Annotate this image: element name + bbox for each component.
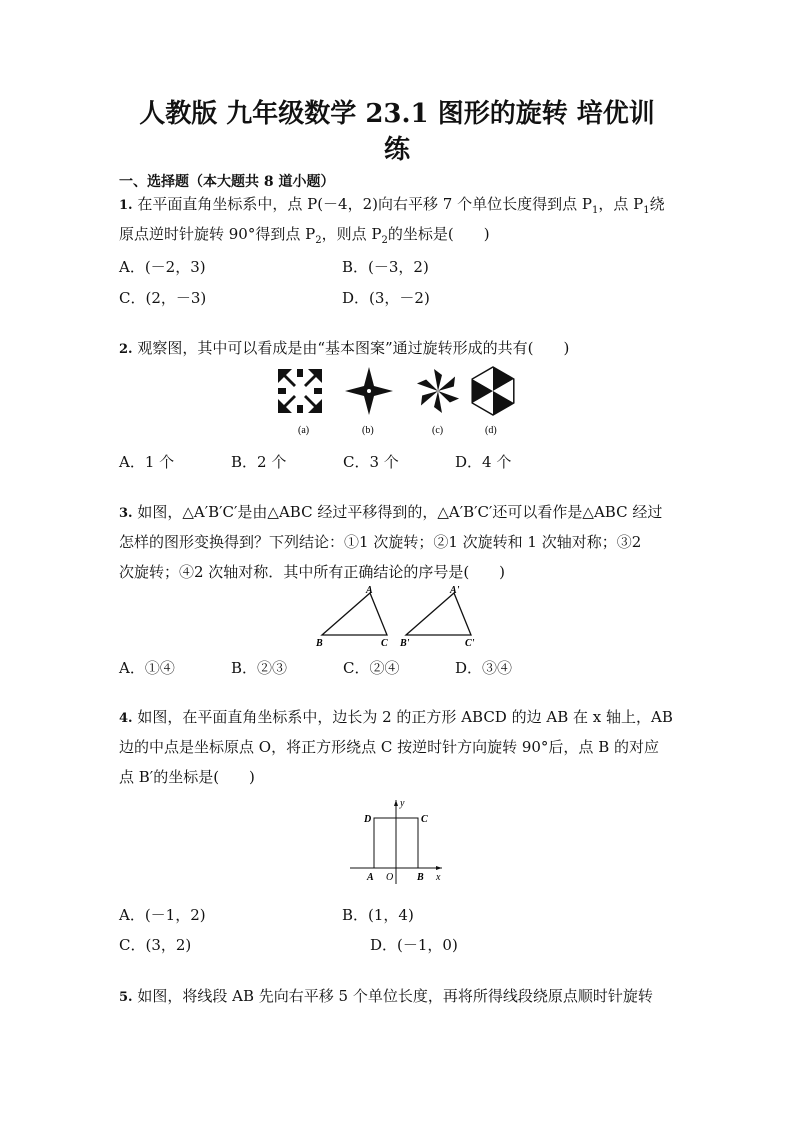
q1-sub: 2 — [315, 235, 322, 246]
label-a-prime: A' — [450, 585, 460, 596]
q1-number: 1. — [119, 198, 133, 213]
q4-square-figure — [346, 796, 450, 886]
q1-text: 原点逆时针旋转 90°得到点 P — [119, 225, 316, 243]
q1-option-a[interactable]: A．(－2，3) — [119, 258, 206, 276]
q3-text: 如图，△A′B′C′是由△ABC 经过平移得到的，△A′B′C′还可以看作是△ABC 经过 — [132, 503, 663, 521]
q2-figures — [270, 362, 520, 440]
q3-line2: 怎样的图形变换得到？下列结论：①1 次旋转；②1 次旋转和 1 次轴对称；③2 — [119, 533, 642, 551]
q1-option-b[interactable]: B．(－3，2) — [342, 258, 429, 276]
label-y: y — [400, 798, 405, 809]
q3-option-c[interactable]: C．②④ — [343, 659, 400, 677]
figure-d-label: (d) — [485, 425, 497, 436]
label-c: C — [381, 638, 388, 649]
q5-line1 — [119, 985, 653, 1006]
figure-b-star — [345, 367, 393, 415]
figure-b-label: (b) — [362, 425, 374, 436]
q3-option-b[interactable]: B．②③ — [231, 659, 288, 677]
q4-line2: 边的中点是坐标原点 O，将正方形绕点 C 按逆时针方向旋转 90°后，点 B 的对应 — [119, 738, 659, 756]
label-a: A — [366, 585, 373, 596]
q1-option-d[interactable]: D．(3，－2) — [342, 289, 430, 307]
q2-text: 观察图，其中可以看成是由“基本图案”通过旋转形成的共有( ) — [132, 339, 570, 357]
q4-option-d[interactable]: D．(－1，0) — [370, 936, 458, 954]
q1-sub: 1 — [643, 205, 650, 216]
figure-a-pattern — [278, 369, 322, 413]
q4-option-b[interactable]: B．(1，4) — [342, 906, 414, 924]
q5-number: 5. — [119, 990, 133, 1005]
q1-line1 — [119, 193, 665, 216]
figure-c-label: (c) — [432, 425, 444, 436]
label-c-prime: C' — [465, 638, 475, 649]
q2-line1 — [119, 337, 569, 358]
y-axis-arrow — [394, 800, 398, 806]
label-b-prime: B' — [400, 638, 410, 649]
q1-text: 的坐标是( ) — [387, 225, 490, 243]
figure-c-pinwheel — [417, 369, 459, 413]
q4-line3: 点 B′的坐标是( ) — [119, 768, 255, 786]
label-x: x — [436, 872, 441, 883]
section-heading: 一、选择题（本大题共 8 道小题） — [119, 174, 335, 190]
q2-number: 2. — [119, 342, 133, 357]
figure-a-label: (a) — [298, 425, 310, 436]
page-title-line1: 人教版 九年级数学 23.1 图形的旋转 培优训 — [139, 99, 655, 129]
triangle-abc — [322, 593, 387, 635]
q2-option-a[interactable]: A．1 个 — [119, 453, 175, 471]
q1-text: ，则点 P — [321, 225, 382, 243]
figure-d-hexagon — [472, 367, 514, 415]
q3-number: 3. — [119, 506, 133, 521]
q4-text: 如图，在平面直角坐标系中，边长为 2 的正方形 ABCD 的边 AB 在 x 轴上，AB — [132, 708, 673, 726]
q4-option-a[interactable]: A．(－1，2) — [119, 906, 206, 924]
q4-line1 — [119, 706, 673, 727]
q3-line1 — [119, 501, 662, 522]
q2-option-c[interactable]: C．3 个 — [343, 453, 399, 471]
q2-option-d[interactable]: D．4 个 — [455, 453, 512, 471]
q5-text: 如图，将线段 AB 先向右平移 5 个单位长度，再将所得线段绕原点顺时针旋转 — [132, 987, 653, 1005]
q1-sub: 1 — [591, 205, 599, 216]
q3-option-a[interactable]: A．①④ — [119, 659, 175, 677]
q1-text: 绕 — [649, 195, 665, 213]
label-c: C — [421, 814, 428, 825]
q2-option-b[interactable]: B．2 个 — [231, 453, 287, 471]
x-axis-arrow — [436, 866, 442, 870]
label-b: B — [316, 638, 323, 649]
q4-number: 4. — [119, 711, 133, 726]
q1-sub: 2 — [381, 235, 388, 246]
label-d: D — [364, 814, 372, 825]
q1-text: 在平面直角坐标系中，点 P(－4，2)向右平移 7 个单位长度得到点 P — [132, 195, 592, 213]
page-title-line2: 练 — [383, 135, 410, 165]
label-o: O — [386, 872, 394, 883]
q1-option-c[interactable]: C．(2，－3) — [119, 289, 207, 307]
label-b: B — [417, 872, 424, 883]
q1-text: ，点 P — [598, 195, 644, 213]
q3-line3: 次旋转；④2 次轴对称．其中所有正确结论的序号是( ) — [119, 563, 506, 581]
triangle-abc-prime — [406, 593, 471, 635]
q3-triangles-figure — [312, 584, 478, 650]
label-a: A — [367, 872, 374, 883]
q3-option-d[interactable]: D．③④ — [455, 659, 513, 677]
q4-option-c[interactable]: C．(3，2) — [119, 936, 192, 954]
q1-line2 — [119, 223, 490, 246]
